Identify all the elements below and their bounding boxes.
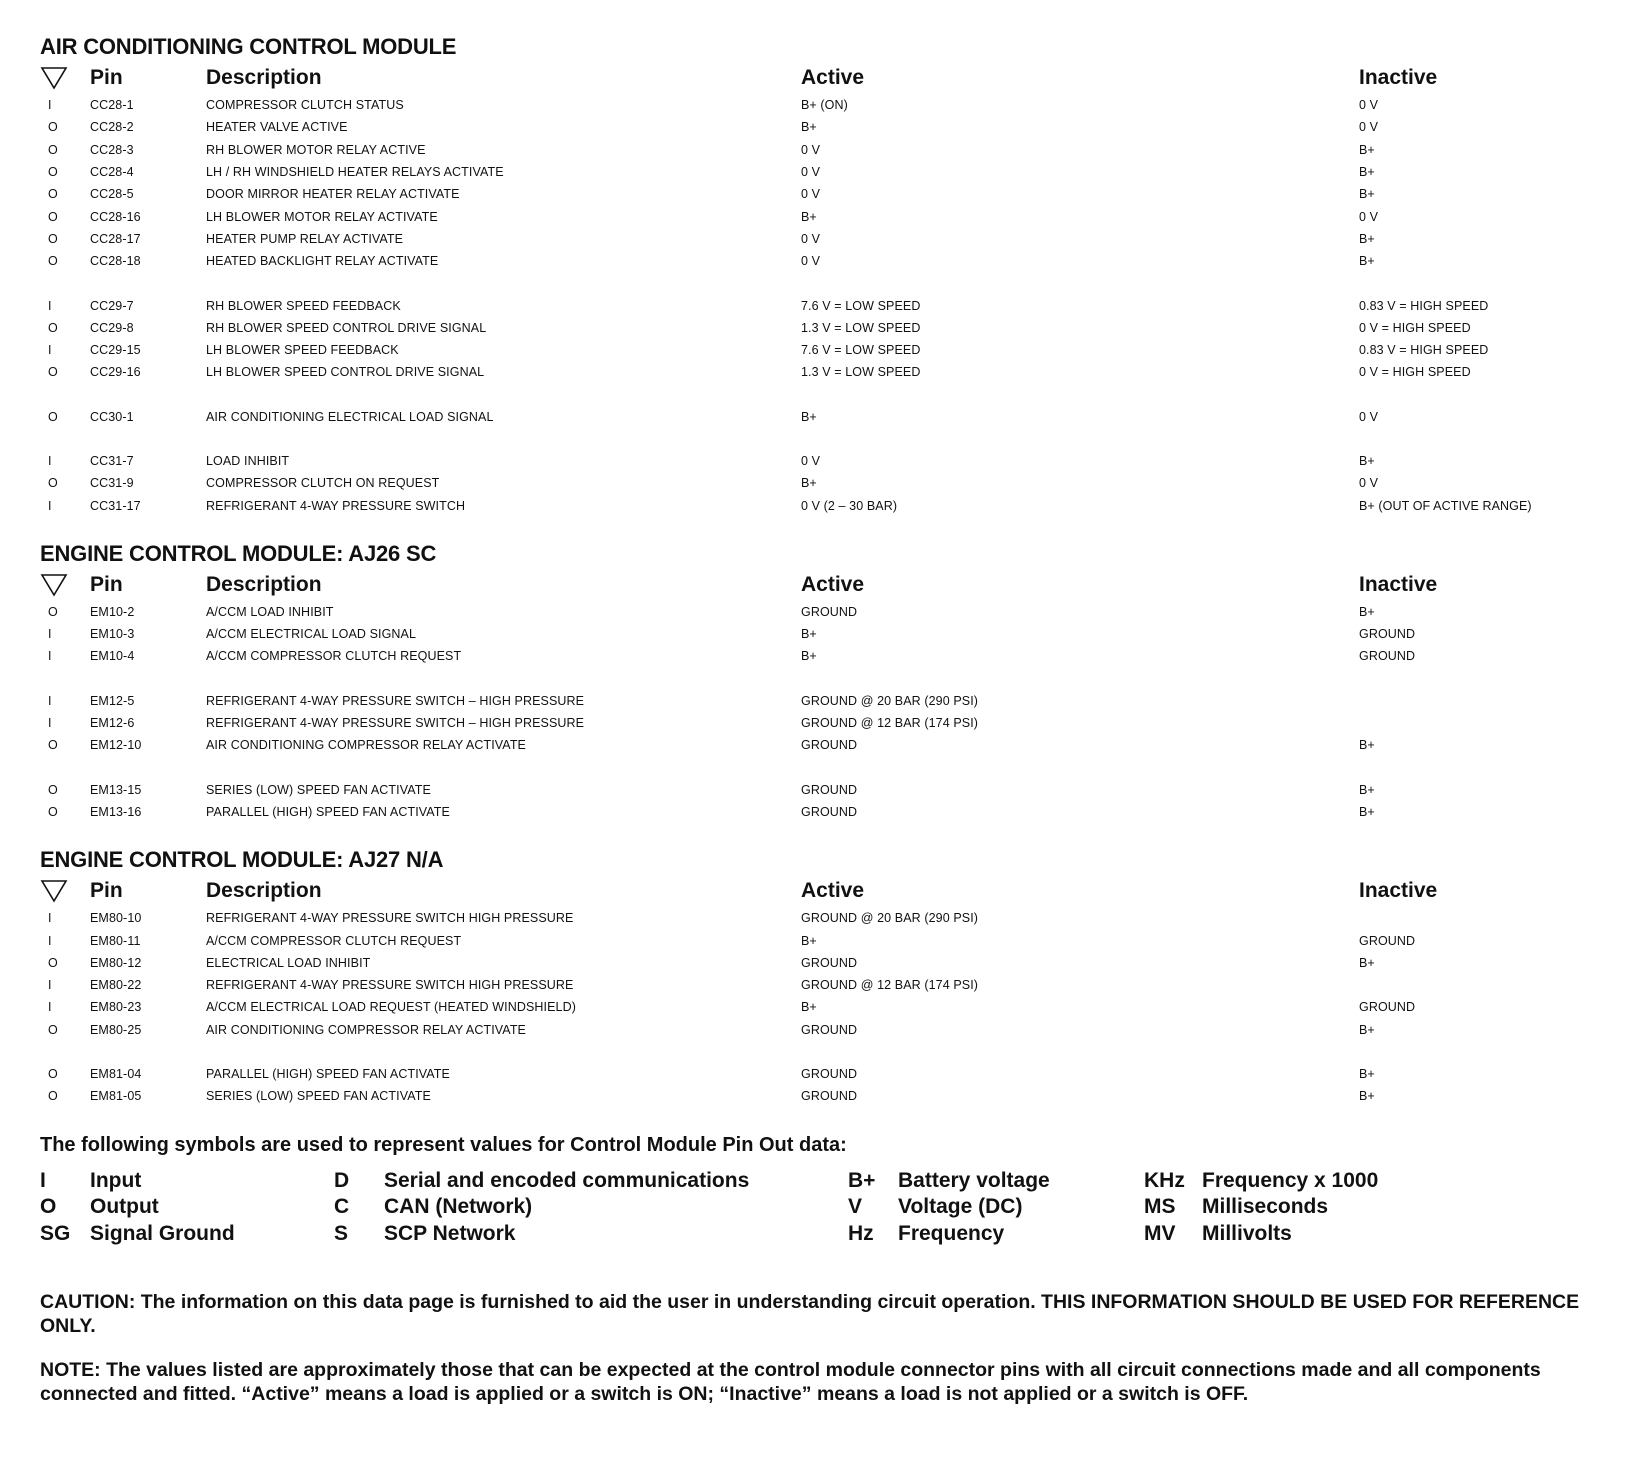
description-cell: A/CCM ELECTRICAL LOAD SIGNAL [206, 627, 417, 642]
description-cell: AIR CONDITIONING COMPRESSOR RELAY ACTIVATE [206, 1022, 526, 1037]
pin-cell: EM81-05 [90, 1089, 142, 1104]
description-cell: RH BLOWER SPEED CONTROL DRIVE SIGNAL [206, 320, 487, 335]
inactive-cell: B+ [1359, 738, 1375, 753]
active-cell: GROUND [801, 804, 858, 819]
description-cell: HEATER PUMP RELAY ACTIVATE [206, 231, 404, 246]
description-header: Description [206, 66, 322, 89]
legend-item [848, 1194, 1050, 1221]
description-cell: PARALLEL (HIGH) SPEED FAN ACTIVATE [206, 804, 450, 819]
symbols-legend [40, 1168, 1600, 1252]
active-cell: B+ (ON) [801, 98, 848, 113]
active-cell: 1.3 V = LOW SPEED [801, 365, 921, 380]
legend-item [1144, 1194, 1378, 1221]
table-row [40, 645, 1600, 667]
description-cell: LH / RH WINDSHIELD HEATER RELAYS ACTIVATE [206, 165, 504, 180]
legend-symbol: MV [1144, 1221, 1176, 1245]
active-cell: B+ [801, 649, 817, 664]
inactive-cell: B+ [1359, 254, 1375, 269]
table-row [40, 317, 1600, 339]
description-cell: PARALLEL (HIGH) SPEED FAN ACTIVATE [206, 1067, 450, 1082]
active-cell: B+ [801, 120, 817, 135]
description-cell: A/CCM COMPRESSOR CLUTCH REQUEST [206, 649, 462, 664]
description-cell: LH BLOWER SPEED FEEDBACK [206, 343, 399, 358]
pin-cell: CC29-16 [90, 365, 141, 380]
legend-label: Output [90, 1195, 159, 1218]
legend-item [848, 1221, 1050, 1248]
pin-cell: CC28-1 [90, 98, 134, 113]
pin-cell: EM12-10 [90, 738, 142, 753]
inactive-cell: 0 V = HIGH SPEED [1359, 365, 1471, 380]
inactive-cell [1359, 907, 1600, 929]
table-row [40, 690, 1600, 712]
active-cell: 1.3 V = LOW SPEED [801, 320, 921, 335]
legend-label: Input [90, 1168, 142, 1192]
pin-cell: CC29-15 [90, 343, 141, 358]
inactive-cell: 0 V [1359, 98, 1379, 113]
pin-header: Pin [90, 879, 123, 903]
table-row [40, 623, 1600, 645]
direction-cell: O [48, 1067, 58, 1082]
legend-item [334, 1168, 749, 1195]
legend-symbol: KHz [1144, 1168, 1185, 1192]
inactive-cell: B+ [1359, 955, 1375, 970]
table-row [40, 139, 1600, 161]
pin-cell: CC31-7 [90, 454, 134, 468]
inactive-cell: 0 V [1359, 120, 1379, 135]
description-cell: SERIES (LOW) SPEED FAN ACTIVATE [206, 782, 431, 797]
description-cell: HEATER VALVE ACTIVE [206, 120, 348, 135]
active-cell: B+ [801, 476, 817, 491]
legend-label: Frequency x 1000 [1202, 1168, 1379, 1192]
active-cell: GROUND [801, 782, 858, 797]
table-row [40, 1085, 1600, 1107]
pin-cell: EM80-23 [90, 1000, 142, 1015]
pin-cell: CC28-16 [90, 209, 141, 224]
direction-cell: O [48, 1089, 58, 1104]
description-header: Description [206, 572, 322, 596]
legend-symbol: S [334, 1221, 349, 1245]
direction-cell: I [48, 343, 52, 358]
legend-symbol: D [334, 1168, 350, 1192]
active-cell: GROUND [801, 1089, 858, 1104]
pin-cell: CC30-1 [90, 409, 134, 424]
table-row [40, 779, 1600, 801]
direction-cell: O [48, 804, 58, 819]
description-cell: AIR CONDITIONING COMPRESSOR RELAY ACTIVATE [206, 738, 526, 753]
direction-cell: I [48, 454, 52, 468]
legend-label: Millivolts [1202, 1221, 1292, 1245]
section-title: ENGINE CONTROL MODULE: AJ27 N/A [40, 847, 444, 873]
table-row [40, 952, 1600, 974]
inactive-cell: B+ [1359, 782, 1375, 797]
pin-cell: EM10-2 [90, 604, 135, 619]
direction-cell: I [48, 978, 52, 993]
legend-item [40, 1194, 235, 1221]
pin-cell: EM10-4 [90, 649, 135, 664]
legend-column [334, 1168, 749, 1248]
direction-cell: O [48, 187, 58, 202]
pinout-table [40, 569, 1600, 823]
group-spacer [40, 384, 1600, 406]
pin-cell: CC28-18 [90, 254, 141, 269]
pin-cell: CC28-3 [90, 142, 134, 157]
pin-cell: EM80-11 [90, 933, 141, 948]
inactive-header: Inactive [1359, 66, 1438, 89]
description-cell: RH BLOWER SPEED FEEDBACK [206, 298, 401, 313]
pin-cell: CC29-8 [90, 320, 134, 335]
caution-text: CAUTION: The information on this data page is furnished to aid the user in understanding circuit operation. THIS INFORMATION SHOULD BE USED FOR REFERENCE ONLY. [40, 1290, 1580, 1337]
active-cell: B+ [801, 409, 817, 424]
pin-cell: CC28-5 [90, 187, 134, 202]
table-row [40, 94, 1600, 116]
legend-symbol: B+ [848, 1168, 876, 1192]
direction-cell: O [48, 1022, 58, 1037]
pin-cell: EM80-12 [90, 955, 142, 970]
inactive-cell: 0.83 V = HIGH SPEED [1359, 343, 1489, 358]
note-text: NOTE: The values listed are approximately those that can be expected at the control module connector pins with all circuit connections made and all components connected and fitted. “Active” means a load is applied or a switch is ON; “Inactive” means a load is not applied or a switch is OFF. [40, 1358, 1541, 1405]
description-cell: HEATED BACKLIGHT RELAY ACTIVATE [206, 254, 439, 269]
active-cell: GROUND [801, 604, 858, 619]
legend-label: Signal Ground [90, 1221, 235, 1245]
active-header: Active [801, 572, 865, 596]
table-row [40, 1019, 1600, 1041]
inactive-header: Inactive [1359, 572, 1438, 596]
direction-cell: I [48, 98, 52, 113]
table-row [40, 228, 1600, 250]
inactive-cell [1359, 712, 1600, 734]
direction-cell: I [48, 298, 52, 313]
active-cell: 0 V [801, 187, 821, 202]
description-cell: REFRIGERANT 4-WAY PRESSURE SWITCH HIGH PRESSURE [206, 911, 574, 926]
table-row [40, 472, 1600, 494]
table-row [40, 601, 1600, 623]
direction-cell: O [48, 320, 58, 335]
inactive-cell: GROUND [1359, 933, 1416, 948]
pin-cell: EM12-6 [90, 716, 135, 731]
legend-item [1144, 1221, 1378, 1248]
pinout-table [40, 62, 1600, 517]
active-cell: GROUND [801, 955, 858, 970]
inactive-cell: B+ [1359, 231, 1375, 246]
pin-cell: CC28-2 [90, 120, 134, 135]
inactive-cell: B+ [1359, 142, 1375, 157]
active-cell: GROUND @ 12 BAR (174 PSI) [801, 716, 979, 731]
section-title: ENGINE CONTROL MODULE: AJ26 SC [40, 540, 437, 566]
active-cell: GROUND @ 20 BAR (290 PSI) [801, 911, 979, 926]
pin-cell: CC31-17 [90, 498, 141, 513]
table-row [40, 205, 1600, 227]
inactive-cell: B+ [1359, 1022, 1375, 1037]
direction-cell: I [48, 911, 52, 926]
description-cell: A/CCM ELECTRICAL LOAD REQUEST (HEATED WINDSHIELD) [206, 1000, 576, 1015]
inactive-cell: B+ [1359, 165, 1375, 180]
legend-label: SCP Network [384, 1221, 516, 1245]
pin-header: Pin [90, 572, 123, 596]
description-cell: REFRIGERANT 4-WAY PRESSURE SWITCH [206, 498, 466, 513]
active-cell: 0 V [801, 454, 821, 468]
direction-cell: I [48, 498, 52, 513]
active-cell: 0 V (2 – 30 BAR) [801, 498, 898, 513]
active-cell: GROUND [801, 1022, 858, 1037]
active-cell: B+ [801, 627, 817, 642]
pin-cell: EM81-04 [90, 1067, 142, 1082]
pin-cell: EM13-15 [90, 782, 142, 797]
direction-cell: I [48, 649, 52, 664]
symbols-title: The following symbols are used to represent values for Control Module Pin Out data: [40, 1133, 847, 1156]
inactive-cell: 0.83 V = HIGH SPEED [1359, 298, 1489, 313]
table-header-row [40, 569, 1600, 601]
legend-symbol: V [848, 1195, 863, 1218]
pin-cell: CC31-9 [90, 476, 134, 491]
legend-symbol: SG [40, 1221, 71, 1245]
description-cell: A/CCM COMPRESSOR CLUTCH REQUEST [206, 933, 462, 948]
direction-cell: O [48, 165, 58, 180]
pinout-table [40, 875, 1600, 1107]
inactive-cell: B+ [1359, 454, 1375, 468]
direction-cell: O [48, 231, 58, 246]
table-row [40, 974, 1600, 996]
inactive-cell: B+ [1359, 1089, 1375, 1104]
inactive-cell: 0 V [1359, 476, 1379, 491]
table-row [40, 406, 1600, 428]
legend-column [40, 1168, 235, 1248]
pin-header: Pin [90, 66, 123, 89]
inactive-cell: GROUND [1359, 627, 1416, 642]
legend-item [40, 1221, 235, 1248]
inactive-cell: B+ [1359, 604, 1375, 619]
pin-cell: EM80-22 [90, 978, 142, 993]
direction-cell: O [48, 738, 58, 753]
inactive-cell [1359, 974, 1600, 996]
legend-column [848, 1168, 1050, 1248]
description-cell: DOOR MIRROR HEATER RELAY ACTIVATE [206, 187, 460, 202]
legend-label: Frequency [898, 1221, 1005, 1245]
table-row [40, 907, 1600, 929]
description-cell: SERIES (LOW) SPEED FAN ACTIVATE [206, 1089, 431, 1104]
description-cell: REFRIGERANT 4-WAY PRESSURE SWITCH – HIGH PRESSURE [206, 693, 585, 708]
active-header: Active [801, 66, 865, 89]
description-cell: REFRIGERANT 4-WAY PRESSURE SWITCH – HIGH PRESSURE [206, 716, 585, 731]
pin-cell: EM80-25 [90, 1022, 142, 1037]
direction-cell: O [48, 955, 58, 970]
table-row [40, 116, 1600, 138]
description-cell: LH BLOWER SPEED CONTROL DRIVE SIGNAL [206, 365, 485, 380]
active-cell: 0 V [801, 231, 821, 246]
direction-cell: O [48, 142, 58, 157]
inactive-cell: GROUND [1359, 1000, 1416, 1015]
pin-cell: EM10-3 [90, 627, 135, 642]
legend-item [1144, 1168, 1378, 1195]
table-row [40, 250, 1600, 272]
inactive-cell: B+ [1359, 1067, 1375, 1082]
direction-cell: O [48, 604, 58, 619]
legend-label: Voltage (DC) [898, 1195, 1023, 1218]
direction-cell: I [48, 1000, 52, 1015]
group-spacer [40, 757, 1600, 779]
direction-triangle-icon [40, 879, 68, 903]
pinout-page [40, 32, 1600, 1406]
pin-cell: CC28-17 [90, 231, 141, 246]
legend-item [848, 1168, 1050, 1195]
inactive-cell: 0 V [1359, 209, 1379, 224]
active-header: Active [801, 879, 865, 903]
pin-cell: EM80-10 [90, 911, 142, 926]
inactive-cell: 0 V = HIGH SPEED [1359, 320, 1471, 335]
description-cell: LOAD INHIBIT [206, 454, 290, 468]
active-cell: 7.6 V = LOW SPEED [801, 343, 921, 358]
direction-cell: O [48, 254, 58, 269]
direction-cell: O [48, 782, 58, 797]
inactive-cell [1359, 690, 1600, 712]
inactive-header: Inactive [1359, 879, 1438, 903]
active-cell: GROUND @ 20 BAR (290 PSI) [801, 693, 979, 708]
direction-cell: I [48, 627, 52, 642]
section-2 [40, 845, 1600, 1107]
table-row [40, 450, 1600, 472]
group-spacer [40, 272, 1600, 294]
direction-cell: I [48, 933, 52, 948]
active-cell: B+ [801, 1000, 817, 1015]
section-0 [40, 32, 1600, 517]
active-cell: GROUND [801, 1067, 858, 1082]
legend-symbol: C [334, 1195, 350, 1218]
inactive-cell: B+ (OUT OF ACTIVE RANGE) [1359, 498, 1532, 513]
legend-label: Serial and encoded communications [384, 1168, 750, 1192]
section-title: AIR CONDITIONING CONTROL MODULE [40, 34, 457, 59]
legend-symbol: I [40, 1168, 46, 1192]
table-row [40, 339, 1600, 361]
pin-cell: CC29-7 [90, 298, 134, 313]
table-header-row [40, 62, 1600, 94]
legend-item [334, 1194, 749, 1221]
direction-cell: O [48, 209, 58, 224]
legend-symbol: Hz [848, 1221, 874, 1245]
direction-cell: I [48, 716, 52, 731]
active-cell: GROUND [801, 738, 858, 753]
description-cell: A/CCM LOAD INHIBIT [206, 604, 334, 619]
description-cell: LH BLOWER MOTOR RELAY ACTIVATE [206, 209, 438, 224]
description-cell: REFRIGERANT 4-WAY PRESSURE SWITCH HIGH PRESSURE [206, 978, 574, 993]
active-cell: 7.6 V = LOW SPEED [801, 298, 921, 313]
group-spacer [40, 1041, 1600, 1063]
group-spacer [40, 428, 1600, 450]
direction-triangle-icon [40, 66, 68, 90]
inactive-cell: B+ [1359, 804, 1375, 819]
table-row [40, 734, 1600, 756]
table-row [40, 161, 1600, 183]
description-cell: ELECTRICAL LOAD INHIBIT [206, 955, 371, 970]
legend-item [40, 1168, 235, 1195]
section-1 [40, 539, 1600, 823]
direction-header [40, 875, 90, 907]
description-cell: COMPRESSOR CLUTCH STATUS [206, 98, 404, 113]
legend-symbol: O [40, 1195, 57, 1218]
pin-cell: EM12-5 [90, 693, 135, 708]
legend-label: Battery voltage [898, 1168, 1050, 1192]
legend-symbol: MS [1144, 1195, 1176, 1218]
active-cell: 0 V [801, 142, 821, 157]
direction-cell: O [48, 409, 58, 424]
description-cell: RH BLOWER MOTOR RELAY ACTIVE [206, 142, 426, 157]
direction-cell: O [48, 365, 58, 380]
inactive-cell: GROUND [1359, 649, 1416, 664]
pin-cell: EM13-16 [90, 804, 142, 819]
table-row [40, 494, 1600, 516]
active-cell: 0 V [801, 254, 821, 269]
direction-cell: O [48, 120, 58, 135]
table-row [40, 929, 1600, 951]
table-row [40, 183, 1600, 205]
description-cell: COMPRESSOR CLUTCH ON REQUEST [206, 476, 440, 491]
group-spacer [40, 668, 1600, 690]
direction-triangle-icon [40, 573, 68, 597]
table-row [40, 801, 1600, 823]
table-row [40, 361, 1600, 383]
description-header: Description [206, 879, 322, 903]
legend-label: CAN (Network) [384, 1195, 533, 1218]
active-cell: GROUND @ 12 BAR (174 PSI) [801, 978, 979, 993]
table-row [40, 1063, 1600, 1085]
pin-cell: CC28-4 [90, 165, 134, 180]
direction-cell: I [48, 693, 52, 708]
table-header-row [40, 875, 1600, 907]
active-cell: 0 V [801, 165, 821, 180]
direction-cell: O [48, 476, 58, 491]
legend-label: Milliseconds [1202, 1195, 1329, 1218]
inactive-cell: 0 V [1359, 409, 1379, 424]
table-row [40, 294, 1600, 316]
direction-header [40, 569, 90, 601]
legend-column [1144, 1168, 1378, 1248]
table-row [40, 996, 1600, 1018]
sections-container [40, 32, 1600, 1108]
description-cell: AIR CONDITIONING ELECTRICAL LOAD SIGNAL [206, 409, 494, 424]
legend-item [334, 1221, 749, 1248]
table-row [40, 712, 1600, 734]
inactive-cell: B+ [1359, 187, 1375, 202]
active-cell: B+ [801, 933, 817, 948]
active-cell: B+ [801, 209, 817, 224]
direction-header [40, 62, 90, 94]
